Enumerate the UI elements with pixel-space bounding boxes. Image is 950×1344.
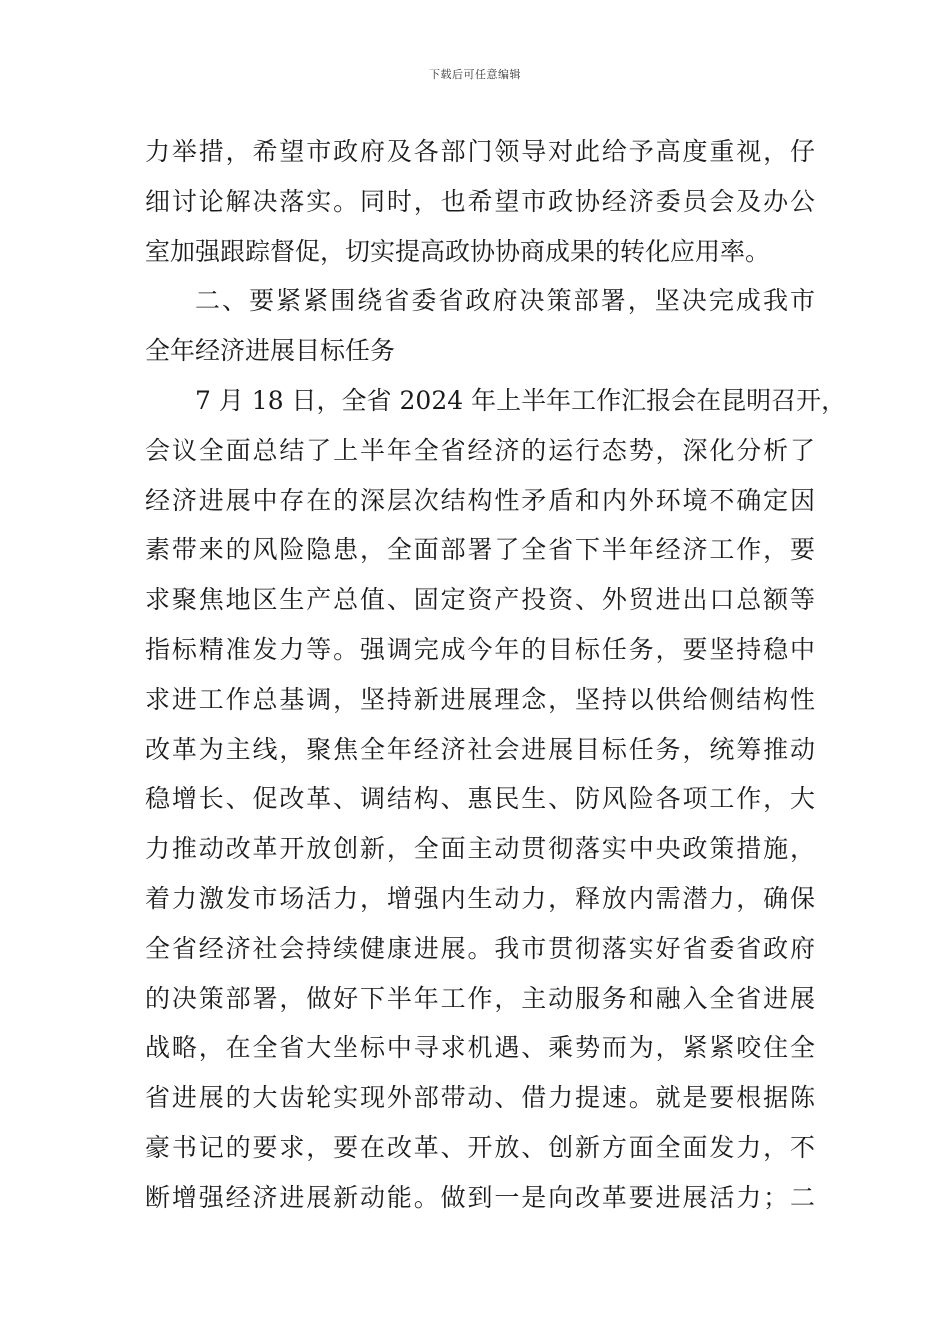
text-line: 室加强跟踪督促，切实提高政协协商成果的转化应用率。 — [145, 236, 771, 266]
text-line: 会议全面总结了上半年全省经济的运行态势，深化分析了 — [145, 435, 815, 465]
text-line: 求聚焦地区生产总值、固定资产投资、外贸进出口总额等 — [145, 585, 815, 615]
text-line: 的决策部署，做好下半年工作，主动服务和融入全省进展 — [145, 983, 815, 1013]
text-line: 改革为主线，聚焦全年经济社会进展目标任务，统筹推动 — [145, 734, 815, 764]
section-heading-line: 全年经济进展目标任务 — [145, 336, 396, 366]
text-line: 求进工作总基调，坚持新进展理念，坚持以供给侧结构性 — [145, 684, 815, 714]
text-line: 力推动改革开放创新，全面主动贯彻落实中央政策措施， — [145, 834, 815, 864]
text-line: 细讨论解决落实。同时，也希望市政协经济委员会及办公 — [145, 186, 815, 216]
text-line: 指标精准发力等。强调完成今年的目标任务，要坚持稳中 — [145, 634, 815, 664]
text-line: 全省经济社会持续健康进展。我市贯彻落实好省委省政府 — [145, 933, 815, 963]
text-line: 着力激发市场活力，增强内生动力，释放内需潜力，确保 — [145, 883, 815, 913]
text-line: 经济进展中存在的深层次结构性矛盾和内外环境不确定因 — [145, 485, 815, 515]
text-line: 省进展的大齿轮实现外部带动、借力提速。就是要根据陈 — [145, 1083, 815, 1113]
text-line: 战略，在全省大坐标中寻求机遇、乘势而为，紧紧咬住全 — [145, 1033, 815, 1063]
paragraph-first-line: 7 月 18 日，全省 2024 年上半年工作汇报会在昆明召开， — [195, 385, 847, 415]
text-line: 力举措，希望市政府及各部门领导对此给予高度重视，仔 — [145, 137, 815, 166]
text-line: 断增强经济进展新动能。做到一是向改革要进展活力；二 — [145, 1182, 815, 1212]
page-header: 下载后可任意编辑 — [429, 68, 521, 81]
text-line: 豪书记的要求，要在改革、开放、创新方面全面发力，不 — [145, 1132, 815, 1162]
section-heading-line: 二、要紧紧围绕省委省政府决策部署，坚决完成我市 — [195, 286, 815, 316]
document-body — [145, 127, 847, 1223]
text-line: 稳增长、促改革、调结构、惠民生、防风险各项工作，大 — [145, 784, 815, 814]
text-line: 素带来的风险隐患，全面部署了全省下半年经济工作，要 — [145, 535, 815, 565]
